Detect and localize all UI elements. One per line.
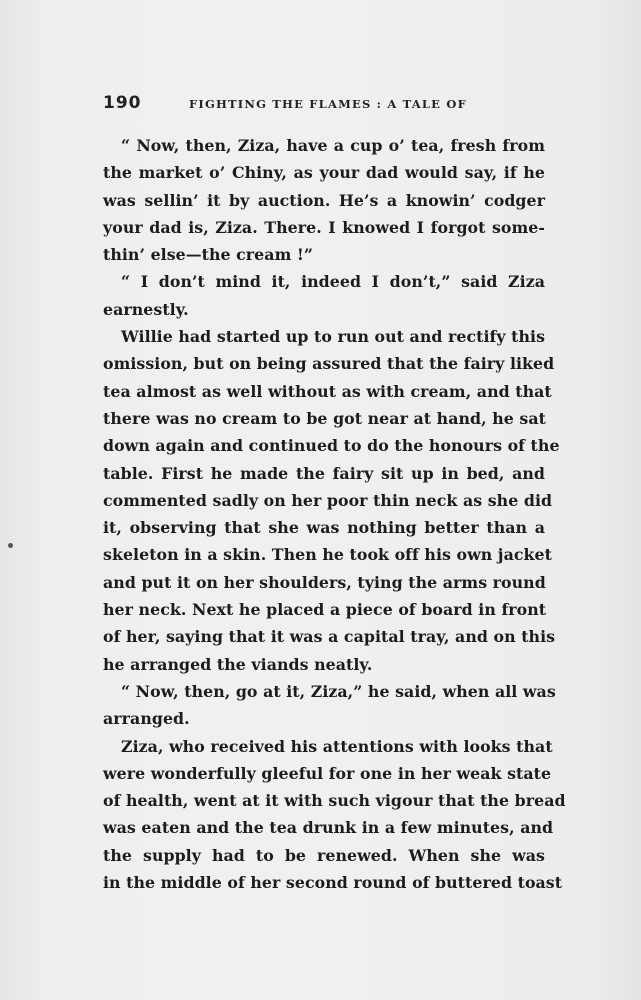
text-line: “ Now, then, Ziza, have a cup o’ tea, fresh from bbox=[121, 136, 545, 155]
text-line: arranged. bbox=[103, 709, 190, 729]
page-number: 190 bbox=[103, 93, 142, 113]
text-line: he arranged the viands neatly. bbox=[103, 654, 373, 674]
text-line: commented sadly on her poor thin neck as she did bbox=[103, 490, 553, 510]
text-line: and put it on her shoulders, tying the arms round bbox=[103, 572, 546, 592]
page-header bbox=[103, 93, 543, 115]
text-line: her neck. Next he placed a piece of board in front bbox=[103, 600, 547, 620]
text-line: there was no cream to be got near at hand, he sat bbox=[103, 408, 546, 428]
text-line: skeleton in a skin. Then he took off his own jacket bbox=[103, 545, 552, 565]
text-line: your dad is, Ziza. There. I knowed I forgot some- bbox=[103, 217, 545, 237]
text-line: in the middle of her second round of buttered toast bbox=[103, 873, 563, 893]
text-line: earnestly. bbox=[103, 299, 189, 319]
text-line: “ I don’t mind it, indeed I don’t,” said Ziza bbox=[121, 272, 545, 292]
text-line: the supply had to be renewed. When she was bbox=[103, 845, 545, 865]
text-line: the market o’ Chiny, as your dad would say, if he bbox=[103, 163, 545, 183]
text-line: Ziza, who received his attentions with looks that bbox=[121, 736, 553, 756]
text-line: were wonderfully gleeful for one in her weak state bbox=[103, 763, 552, 783]
text-line: tea almost as well without as with cream, and that bbox=[103, 381, 552, 401]
text-line: of her, saying that it was a capital tray, and on this bbox=[103, 627, 556, 647]
running-head: FIGHTING THE FLAMES : A TALE OF bbox=[189, 97, 467, 111]
text-line: was eaten and the tea drunk in a few minutes, and bbox=[103, 818, 554, 838]
scan-speck-mark bbox=[8, 543, 13, 548]
text-line: of health, went at it with such vigour that the bread bbox=[103, 791, 566, 811]
text-line: it, observing that she was nothing better than a bbox=[103, 518, 545, 538]
text-line: omission, but on being assured that the fairy liked bbox=[103, 354, 555, 374]
text-line: thin’ else—the cream !” bbox=[103, 245, 314, 265]
text-line: “ Now, then, go at it, Ziza,” he said, when all was bbox=[121, 681, 556, 701]
body-text bbox=[103, 132, 566, 896]
text-line: was sellin’ it by auction. He’s a knowin’ codger bbox=[103, 190, 545, 210]
text-line: down again and continued to do the honours of the bbox=[103, 436, 560, 456]
text-line: table. First he made the fairy sit up in bed, and bbox=[103, 463, 545, 483]
text-line: Willie had started up to run out and rectify this bbox=[121, 327, 546, 347]
